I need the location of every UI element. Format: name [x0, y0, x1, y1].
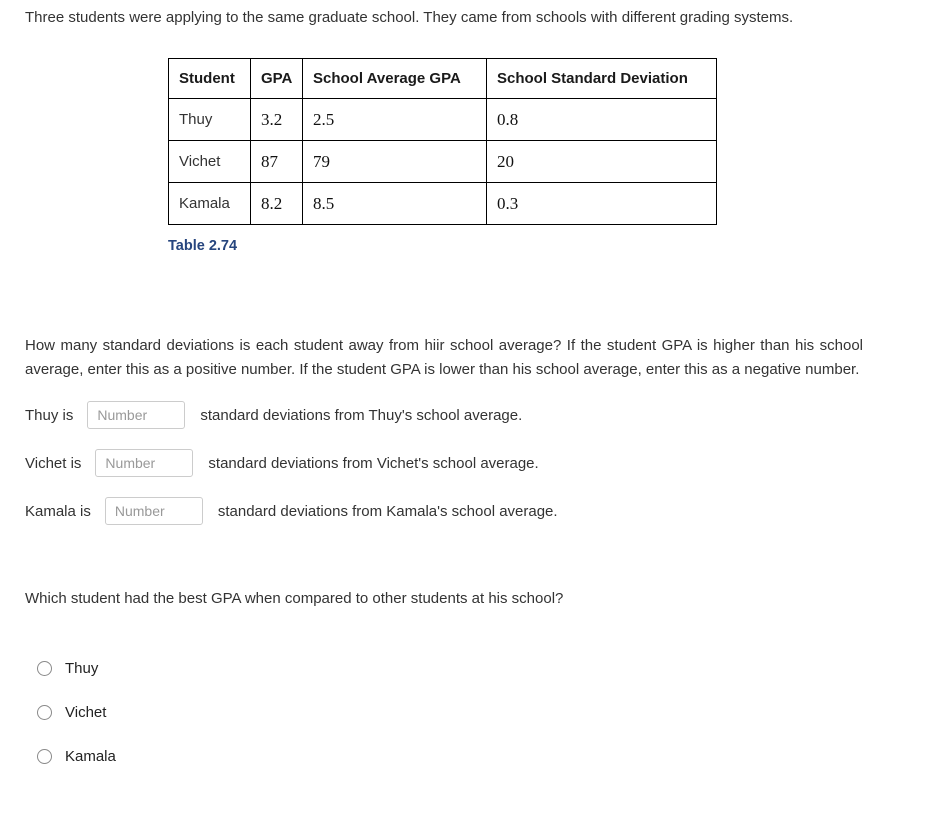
answer-suffix-vichet: standard deviations from Vichet's school average. [208, 454, 539, 472]
cell-school-average-gpa: 2.5 [303, 99, 487, 141]
question-2-text: Which student had the best GPA when compared to other students at his school? [25, 590, 564, 607]
option-label-thuy: Thuy [65, 659, 99, 677]
table-row-thuy [169, 99, 717, 141]
cell-gpa: 3.2 [251, 99, 303, 141]
answer-row-thuy [25, 400, 950, 430]
cell-school-standard-deviation: 0.8 [487, 99, 717, 141]
cell-gpa: 8.2 [251, 183, 303, 225]
option-label-vichet: Vichet [65, 703, 107, 721]
cell-student: Vichet [169, 141, 251, 183]
cell-school-standard-deviation: 20 [487, 141, 717, 183]
answer-row-vichet [25, 448, 950, 478]
kamala-answer-input[interactable] [105, 497, 203, 525]
col-header-school-average-gpa: School Average GPA [303, 59, 487, 99]
answer-prefix-thuy: Thuy is [25, 406, 74, 424]
option-label-kamala: Kamala [65, 747, 116, 765]
kamala-radio[interactable] [37, 749, 52, 764]
vichet-radio[interactable] [37, 705, 52, 720]
cell-school-average-gpa: 79 [303, 141, 487, 183]
answer-prefix-vichet: Vichet is [25, 454, 82, 472]
option-thuy[interactable] [37, 658, 950, 678]
option-kamala[interactable] [37, 746, 950, 766]
quiz-page [0, 6, 950, 834]
answer-row-kamala [25, 496, 950, 526]
answer-suffix-kamala: standard deviations from Kamala's school average. [217, 502, 558, 520]
col-header-gpa: GPA [251, 59, 303, 99]
cell-student: Kamala [169, 183, 251, 225]
cell-school-average-gpa: 8.5 [303, 183, 487, 225]
cell-student: Thuy [169, 99, 251, 141]
cell-gpa: 87 [251, 141, 303, 183]
intro-text: Three students were applying to the same graduate school. They came from schools with different grading systems. [25, 9, 794, 26]
answer-suffix-thuy: standard deviations from Thuy's school average. [200, 406, 523, 424]
thuy-radio[interactable] [37, 661, 52, 676]
table-header-row [169, 59, 717, 99]
cell-school-standard-deviation: 0.3 [487, 183, 717, 225]
best-gpa-options [37, 658, 950, 766]
table-row-kamala [169, 183, 717, 225]
col-header-student: Student [169, 59, 251, 99]
table-row-vichet [169, 141, 717, 183]
table-caption: Table 2.74 [168, 238, 238, 254]
thuy-answer-input[interactable] [87, 401, 185, 429]
answer-prefix-kamala: Kamala is [25, 502, 91, 520]
question-1-text: How many standard deviations is each student away from hiir school average? If the student GPA is higher than his school average, enter this as a positive number. If the student GPA is lower than his school average, enter this as a negative number. [25, 337, 863, 378]
vichet-answer-input[interactable] [95, 449, 193, 477]
col-header-school-standard-deviation: School Standard Deviation [487, 59, 717, 99]
gpa-table [168, 58, 717, 225]
option-vichet[interactable] [37, 702, 950, 722]
